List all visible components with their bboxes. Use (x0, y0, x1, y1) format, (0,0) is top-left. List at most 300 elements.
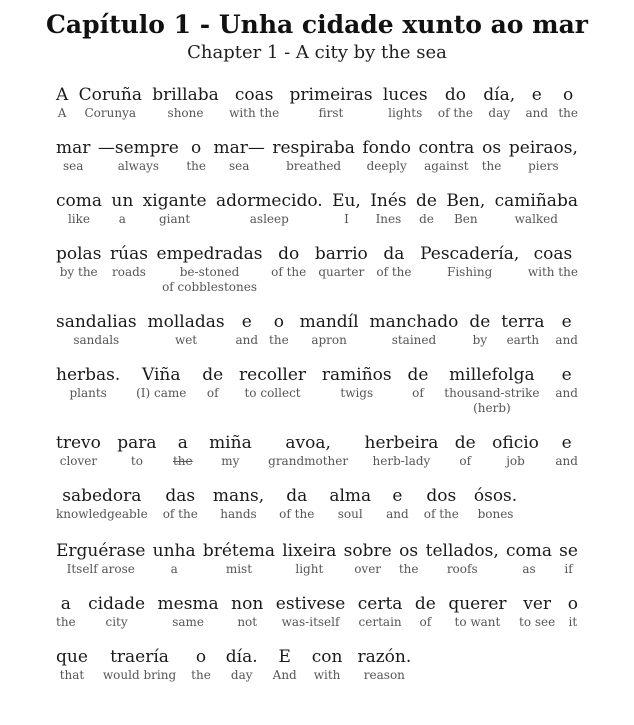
english-gloss: Ines (375, 212, 402, 226)
word-block (386, 485, 409, 522)
english-gloss: twigs (340, 386, 374, 400)
galician-word: luces (382, 85, 428, 105)
english-gloss: reason (363, 668, 405, 682)
word-block (271, 243, 306, 280)
word-block (469, 311, 490, 348)
english-gloss: and (555, 386, 578, 400)
english-gloss: roofs (446, 562, 478, 576)
word-block (202, 364, 223, 401)
word-block (370, 190, 406, 227)
english-gloss: of the (423, 507, 459, 521)
english-gloss: be-stoned (179, 265, 240, 279)
galician-word: da (286, 486, 308, 506)
word-block (528, 243, 578, 280)
word-block (555, 432, 578, 469)
word-block (103, 646, 176, 683)
english-gloss: the (481, 159, 502, 173)
galician-word: tellados, (425, 541, 499, 561)
word-block (56, 243, 101, 280)
word-block (474, 485, 517, 522)
chapter-title: Capítulo 1 - Unha cidade xunto ao mar (46, 10, 588, 39)
interlinear-line (56, 84, 578, 121)
word-block (407, 364, 428, 401)
word-block (555, 364, 578, 401)
word-block (290, 84, 373, 121)
english-gloss: thousand-strike (444, 386, 540, 400)
galician-word: mar (56, 138, 91, 158)
word-block (153, 540, 196, 577)
english-gloss: a (118, 212, 126, 226)
english-gloss: of (419, 615, 432, 629)
english-gloss: job (506, 454, 525, 468)
galician-word: razón. (357, 647, 412, 667)
word-block (56, 646, 88, 683)
word-block (282, 540, 336, 577)
english-gloss: quarter (318, 265, 365, 279)
word-block (56, 432, 101, 469)
english-gloss: grandmother (268, 454, 349, 468)
galician-word: adormecido. (215, 191, 323, 211)
english-gloss: over (354, 562, 382, 576)
word-block (136, 364, 186, 401)
galician-word: empedradas (156, 244, 263, 264)
galician-word: Coruña (78, 85, 142, 105)
word-block (209, 432, 252, 469)
word-block (111, 190, 133, 227)
word-block (239, 364, 306, 401)
paragraph (56, 540, 578, 683)
interlinear-line (56, 243, 578, 295)
english-gloss: Itself arose (66, 562, 135, 576)
english-gloss: sandals (73, 333, 120, 347)
galician-word: a (60, 594, 71, 614)
english-gloss: to (130, 454, 143, 468)
word-block (272, 137, 355, 174)
galician-word: mesma (157, 594, 219, 614)
english-gloss: bones (477, 507, 514, 521)
galician-word: coas (234, 85, 274, 105)
galician-word: un (111, 191, 134, 211)
word-block (279, 485, 314, 522)
galician-word: de (414, 594, 436, 614)
english-gloss: the (56, 615, 76, 629)
word-block (147, 311, 224, 348)
galician-word: Viña (142, 365, 181, 385)
word-block (163, 485, 198, 522)
english-gloss: that (59, 668, 85, 682)
english-gloss: Fishing (447, 265, 493, 279)
galician-word: coma (505, 541, 552, 561)
galician-word: molladas (147, 312, 225, 332)
english-gloss: light (295, 562, 324, 576)
english-gloss: knowledgeable (56, 507, 148, 521)
interlinear-line (56, 432, 578, 469)
word-block (322, 364, 392, 401)
word-block (448, 593, 506, 630)
galician-word: para (117, 433, 157, 453)
word-block (383, 84, 428, 121)
word-block (98, 137, 179, 174)
galician-word: e (241, 312, 252, 332)
english-gloss: a (170, 562, 178, 576)
interlinear-line (56, 137, 578, 174)
english-gloss: if (564, 562, 573, 576)
english-gloss: the (558, 106, 578, 120)
english-gloss: would bring (102, 668, 177, 682)
english-gloss: roads (111, 265, 146, 279)
word-block (213, 485, 264, 522)
english-gloss: sea (228, 159, 250, 173)
word-block (152, 84, 218, 121)
galician-word: herbeira (364, 433, 439, 453)
word-block (203, 540, 275, 577)
english-gloss: lights (388, 106, 423, 120)
galician-word: Erguérase (56, 541, 146, 561)
english-gloss: plants (69, 386, 107, 400)
galician-word: o (195, 647, 207, 667)
english-gloss: by (472, 333, 488, 347)
galician-word: barrio (314, 244, 368, 264)
english-gloss: and (555, 333, 578, 347)
english-gloss: by the (59, 265, 98, 279)
galician-word: Pescadería, (420, 244, 520, 264)
galician-word: certa (357, 594, 403, 614)
english-gloss: to want (454, 615, 501, 629)
word-block (519, 593, 555, 630)
galician-word: querer (448, 594, 507, 614)
english-gloss: to collect (244, 386, 301, 400)
galician-word: que (56, 647, 88, 667)
word-block (483, 84, 515, 121)
english-gloss: asleep (249, 212, 289, 226)
word-block (56, 364, 120, 401)
english-gloss: first (318, 106, 344, 120)
word-block (482, 137, 502, 174)
galician-word: de (469, 312, 491, 332)
interlinear-line (56, 190, 578, 227)
galician-word: alma (329, 486, 372, 506)
word-block (173, 432, 193, 469)
word-block (555, 311, 578, 348)
english-gloss: day (488, 106, 511, 120)
paragraph (56, 84, 578, 522)
word-block (495, 190, 578, 227)
chapter-subtitle: Chapter 1 - A city by the sea (187, 42, 447, 63)
english-gloss: sea (62, 159, 84, 173)
word-block (56, 84, 68, 121)
word-block (157, 243, 263, 295)
galician-word: de (454, 433, 476, 453)
word-block (455, 432, 476, 469)
english-gloss: city (105, 615, 128, 629)
word-block (506, 540, 552, 577)
galician-word: miña (209, 433, 252, 453)
word-block (444, 364, 539, 416)
word-block (315, 243, 368, 280)
galician-word: a (177, 433, 188, 453)
galician-word: xigante (142, 191, 207, 211)
english-gloss: Ben (453, 212, 478, 226)
galician-word: Eu, (332, 191, 361, 211)
word-block (558, 84, 578, 121)
galician-word: mandíl (299, 312, 359, 332)
word-block (110, 243, 148, 280)
word-block (226, 646, 258, 683)
english-gloss: not (237, 615, 258, 629)
word-block (492, 432, 539, 469)
galician-word: avoa, (285, 433, 331, 453)
english-gloss: against (424, 159, 469, 173)
galician-word: millefolga (449, 365, 535, 385)
galician-word: herbas. (56, 365, 121, 385)
word-block (117, 432, 156, 469)
word-block (56, 137, 90, 174)
word-block (273, 646, 297, 683)
english-gloss: of the (437, 106, 473, 120)
word-block (509, 137, 578, 174)
word-block (56, 593, 76, 630)
galician-word: ver (523, 594, 552, 614)
english-gloss: mist (225, 562, 253, 576)
english-gloss: soul (337, 507, 363, 521)
word-block (158, 593, 219, 630)
word-block (231, 593, 263, 630)
word-block (269, 311, 289, 348)
english-gloss: I (344, 212, 349, 226)
galician-word: lixeira (282, 541, 337, 561)
galician-word: e (392, 486, 403, 506)
galician-word: o (273, 312, 284, 332)
english-gloss: like (67, 212, 91, 226)
english-gloss: and (235, 333, 259, 347)
english-gloss-line2: of cobblestones (162, 280, 257, 294)
word-block (276, 593, 346, 630)
english-gloss: the (191, 668, 211, 682)
word-block (416, 190, 437, 227)
word-block (358, 593, 403, 630)
english-gloss: the (398, 562, 419, 576)
english-gloss: and (525, 106, 549, 120)
interlinear-line (56, 646, 578, 683)
english-gloss: walked (514, 212, 558, 226)
galician-word: rúas (110, 244, 148, 264)
galician-word: do (444, 85, 466, 105)
word-block (329, 485, 371, 522)
word-block (312, 646, 343, 683)
galician-word: contra (418, 138, 475, 158)
word-block (191, 646, 211, 683)
galician-word: o (567, 594, 578, 614)
english-gloss: of the (271, 265, 307, 279)
english-gloss: with the (527, 265, 578, 279)
word-block (399, 540, 419, 577)
word-block (344, 540, 392, 577)
galician-word: brillaba (152, 85, 219, 105)
galician-word: sabedora (62, 486, 142, 506)
galician-word: camiñaba (494, 191, 578, 211)
word-block (56, 311, 137, 348)
galician-word: das (165, 486, 196, 506)
word-block (357, 646, 411, 683)
word-block (268, 432, 348, 469)
galician-word: E (278, 647, 291, 667)
english-gloss: my (221, 454, 240, 468)
galician-word: día, (483, 85, 516, 105)
interlinear-line (56, 540, 578, 577)
word-block (438, 84, 473, 121)
word-block (420, 243, 519, 280)
galician-word: con (311, 647, 343, 667)
galician-word: os (399, 541, 419, 561)
galician-word: de (202, 365, 224, 385)
galician-word: Inés (370, 191, 407, 211)
word-block (79, 84, 142, 121)
english-gloss: it (568, 615, 578, 629)
galician-word: fondo (362, 138, 411, 158)
word-block (216, 190, 323, 227)
english-gloss: shone (167, 106, 204, 120)
interlinear-line (56, 485, 578, 522)
word-block (418, 137, 474, 174)
word-block (56, 540, 145, 577)
word-block (143, 190, 207, 227)
english-gloss: of the (376, 265, 412, 279)
galician-word: cidade (88, 594, 146, 614)
galician-word: unha (152, 541, 196, 561)
english-gloss: as (522, 562, 536, 576)
english-gloss: stained (391, 333, 437, 347)
galician-word: estivese (275, 594, 346, 614)
english-gloss: (I) came (136, 386, 187, 400)
galician-word: terra (501, 312, 545, 332)
english-gloss: of (459, 454, 472, 468)
galician-word: e (561, 365, 572, 385)
english-gloss: de (419, 212, 434, 226)
galician-word: traería (110, 647, 169, 667)
english-gloss: to see (519, 615, 556, 629)
galician-word: dos (426, 486, 457, 506)
galician-word: de (407, 365, 429, 385)
english-gloss: of (412, 386, 424, 400)
galician-word: e (561, 312, 572, 332)
english-gloss: same (172, 615, 204, 629)
word-block (56, 190, 102, 227)
galician-word: coma (56, 191, 103, 211)
galician-word: non (231, 594, 264, 614)
word-block (376, 243, 411, 280)
galician-word: ramiños (321, 365, 392, 385)
galician-word: sobre (343, 541, 392, 561)
interlinear-text (56, 84, 578, 683)
galician-word: coas (533, 244, 573, 264)
word-block (56, 485, 148, 522)
english-gloss: the (186, 159, 206, 173)
word-block (446, 190, 485, 227)
english-gloss: breathed (286, 159, 342, 173)
galician-word: e (531, 85, 542, 105)
galician-word: primeiras (289, 85, 373, 105)
galician-word: do (278, 244, 300, 264)
english-gloss: with (313, 668, 341, 682)
galician-word: da (383, 244, 405, 264)
english-gloss: with the (229, 106, 280, 120)
english-gloss: of the (279, 507, 315, 521)
galician-word: —sempre (97, 138, 179, 158)
galician-word: mar— (213, 138, 265, 158)
galician-word: oficio (492, 433, 539, 453)
word-block (300, 311, 359, 348)
galician-word: de (416, 191, 437, 211)
english-gloss: deeply (366, 159, 407, 173)
english-gloss: giant (159, 212, 191, 226)
word-block (415, 593, 436, 630)
word-block (332, 190, 361, 227)
word-block (236, 311, 259, 348)
galician-word: día. (225, 647, 258, 667)
galician-word: brétema (202, 541, 276, 561)
galician-word: respiraba (272, 138, 355, 158)
galician-word: manchado (369, 312, 459, 332)
interlinear-line (56, 593, 578, 630)
word-block (229, 84, 279, 121)
english-gloss: of the (162, 507, 198, 521)
galician-word: A (56, 85, 69, 105)
galician-word: se (559, 541, 578, 561)
english-gloss: earth (506, 333, 540, 347)
english-gloss: the (172, 454, 193, 468)
english-gloss: apron (311, 333, 347, 347)
galician-word: ósos. (473, 486, 518, 506)
word-block (501, 311, 544, 348)
english-gloss: and (386, 507, 409, 521)
word-block (525, 84, 548, 121)
galician-word: os (482, 138, 502, 158)
english-gloss: hands (220, 507, 257, 521)
word-block (88, 593, 145, 630)
interlinear-line (56, 311, 578, 348)
english-gloss: piers (528, 159, 559, 173)
english-gloss-line2: (herb) (473, 401, 511, 415)
galician-word: o (191, 138, 202, 158)
galician-word: mans, (212, 486, 265, 506)
galician-word: trevo (56, 433, 101, 453)
english-gloss: the (269, 333, 289, 347)
english-gloss: A (57, 106, 67, 120)
english-gloss: was-itself (281, 615, 340, 629)
word-block (362, 137, 411, 174)
galician-word: recoller (239, 365, 307, 385)
english-gloss: day (230, 668, 253, 682)
english-gloss: wet (174, 333, 198, 347)
galician-word: Ben, (446, 191, 486, 211)
word-block (424, 485, 459, 522)
word-block (213, 137, 264, 174)
english-gloss: And (272, 668, 297, 682)
word-block (369, 311, 458, 348)
english-gloss: of (206, 386, 219, 400)
word-block (186, 137, 206, 174)
galician-word: sandalias (56, 312, 137, 332)
word-block (559, 540, 578, 577)
english-gloss: clover (59, 454, 98, 468)
english-gloss: Corunya (84, 106, 137, 120)
english-gloss: certain (358, 615, 402, 629)
galician-word: polas (56, 244, 102, 264)
word-block (426, 540, 499, 577)
english-gloss: herb-lady (372, 454, 431, 468)
galician-word: o (563, 85, 574, 105)
interlinear-line (56, 364, 578, 416)
